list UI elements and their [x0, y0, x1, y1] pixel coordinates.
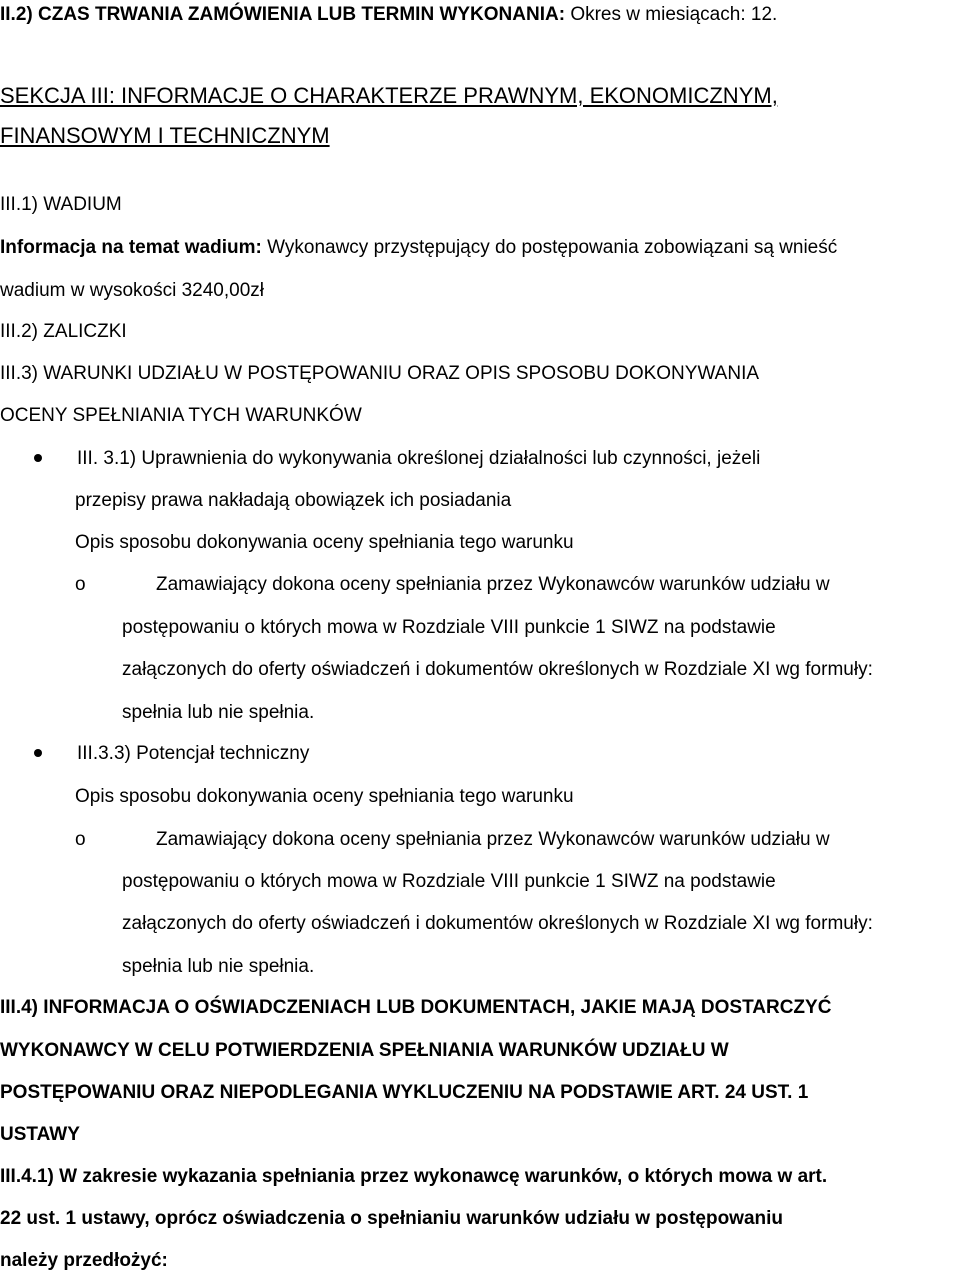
duration-paragraph	[0, 3, 777, 27]
sec-3-4-1-line-3: należy przedłożyć:	[0, 1250, 168, 1271]
sec-3-4-line-1: III.4) INFORMACJA O OŚWIADCZENIACH LUB DOKUMENTACH, JAKIE MAJĄ DOSTARCZYĆ	[0, 997, 832, 1018]
item-3-1-para-line-4: spełnia lub nie spełnia.	[122, 702, 315, 723]
wadium-info-text: Wykonawcy przystępujący do postępowania zobowiązani są wnieść	[261, 237, 838, 258]
sec-3-4-line-3: POSTĘPOWANIU ORAZ NIEPODLEGANIA WYKLUCZENIU NA PODSTAWIE ART. 24 UST. 1	[0, 1082, 809, 1103]
bullet-icon	[34, 749, 42, 757]
sec-3-4-1-line-1: III.4.1) W zakresie wykazania spełniania przez wykonawcę warunków, o których mowa w art.	[0, 1166, 828, 1187]
item-3-3-opis: Opis sposobu dokonywania oceny spełniania tego warunku	[75, 786, 574, 807]
wadium-info-line-2: wadium w wysokości 3240,00zł	[0, 280, 265, 301]
section-title-line-2: FINANSOWYM I TECHNICZNYM	[0, 123, 330, 148]
warunki-heading-line-2: OCENY SPEŁNIANIA TYCH WARUNKÓW	[0, 405, 362, 426]
sec-3-4-line-4: USTAWY	[0, 1124, 80, 1145]
wadium-info-line-1	[0, 236, 837, 260]
circle-bullet-icon: o	[75, 574, 86, 595]
item-3-3-para-line-4: spełnia lub nie spełnia.	[122, 956, 315, 977]
sec-3-4-line-2: WYKONAWCY W CELU POTWIERDZENIA SPEŁNIANIA WARUNKÓW UDZIAŁU W	[0, 1040, 729, 1061]
section-title-line-1: SEKCJA III: INFORMACJE O CHARAKTERZE PRAWNYM, EKONOMICZNYM,	[0, 83, 778, 108]
wadium-info-label: Informacja na temat wadium:	[0, 237, 262, 258]
wadium-heading: III.1) WADIUM	[0, 194, 122, 215]
zaliczki-heading: III.2) ZALICZKI	[0, 321, 127, 342]
circle-bullet-icon: o	[75, 829, 86, 850]
item-3-1-opis: Opis sposobu dokonywania oceny spełniania tego warunku	[75, 532, 574, 553]
duration-value: Okres w miesiącach: 12.	[565, 4, 778, 25]
item-3-1-para-line-2: postępowaniu o których mowa w Rozdziale VIII punkcie 1 SIWZ na podstawie	[122, 617, 776, 638]
item-3-3-para-line-1: Zamawiający dokona oceny spełniania przez Wykonawców warunków udziału w	[156, 829, 830, 850]
item-3-1-para-line-1: Zamawiający dokona oceny spełniania przez Wykonawców warunków udziału w	[156, 574, 830, 595]
bullet-icon	[34, 454, 42, 462]
item-3-3-para-line-3: załączonych do oferty oświadczeń i dokumentów określonych w Rozdziale XI wg formuły:	[122, 913, 873, 934]
sec-3-4-1-line-2: 22 ust. 1 ustawy, oprócz oświadczenia o spełnianiu warunków udziału w postępowaniu	[0, 1208, 784, 1229]
item-3-1-para-line-3: załączonych do oferty oświadczeń i dokumentów określonych w Rozdziale XI wg formuły:	[122, 659, 873, 680]
item-3-3-heading: III.3.3) Potencjał techniczny	[77, 743, 310, 764]
duration-label: II.2) CZAS TRWANIA ZAMÓWIENIA LUB TERMIN WYKONANIA:	[0, 4, 566, 25]
item-3-1-line-2: przepisy prawa nakładają obowiązek ich posiadania	[75, 490, 512, 511]
item-3-3-para-line-2: postępowaniu o których mowa w Rozdziale VIII punkcie 1 SIWZ na podstawie	[122, 871, 776, 892]
item-3-1-line-1: III. 3.1) Uprawnienia do wykonywania określonej działalności lub czynności, jeżeli	[77, 448, 761, 469]
warunki-heading-line-1: III.3) WARUNKI UDZIAŁU W POSTĘPOWANIU ORAZ OPIS SPOSOBU DOKONYWANIA	[0, 363, 760, 384]
